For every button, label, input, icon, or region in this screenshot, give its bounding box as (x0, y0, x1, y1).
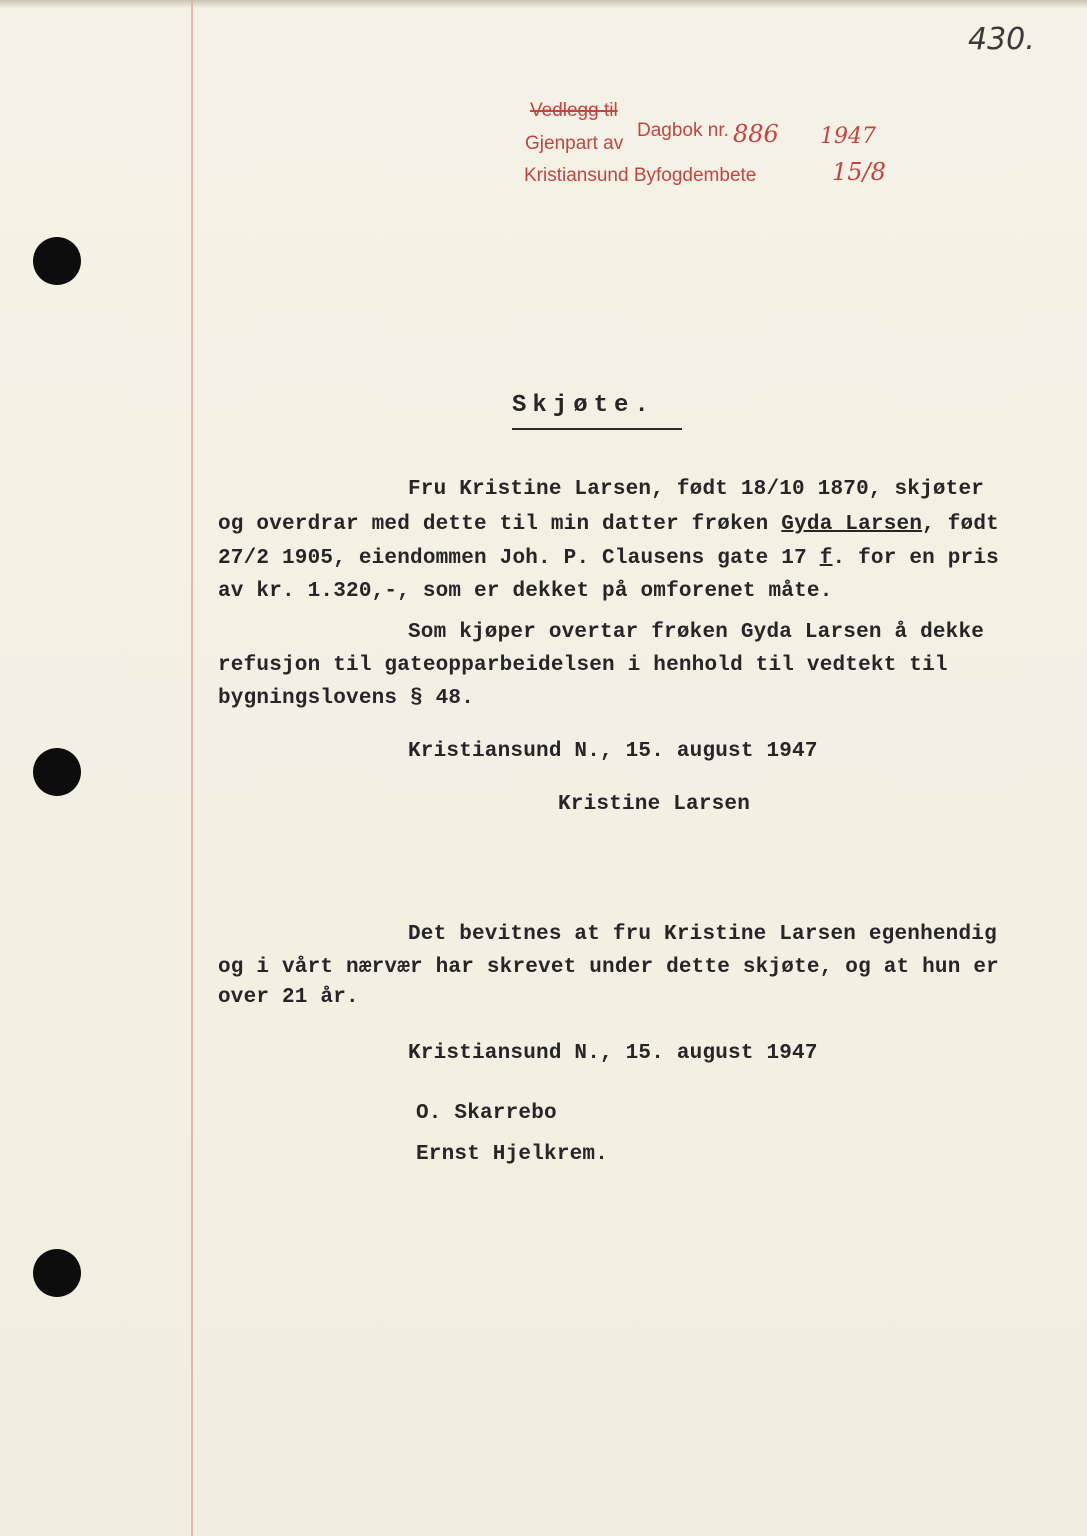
para1-line4: av kr. 1.320,-, som er dekket på omforenet måte. (218, 580, 833, 603)
stamp-year: 1947 (820, 124, 876, 149)
document-title: Skjøte. (512, 392, 655, 419)
underlined-letter: f (819, 547, 833, 570)
punch-hole (33, 237, 81, 285)
document-page: 430. Vedlegg til Gjenpart av Dagbok nr. 886 1947 Kristiansund Byfogdembete 15/8 Skjøte. Fru Kristine Larsen, født 18/10 1870, skjøter og overdrar med dette til min datter frøken Gyda Larsen, født 27/2 1905, eiendommen Joh. P. Clausens gate 17 f. for en pris av kr. 1.320,-, som er dekket på omforenet måte. Som kjøper overtar frøken Gyda Larsen å dekke refusjon til gateopparbeidelsen i henhold til vedtekt til bygningslovens § 48. Kristiansund N., 15. august 1947 Kristine Larsen Det bevitnes at fru Kristine Larsen egenhendig og i vårt nærvær har skrevet under dette skjøte, og at hun er over 21 år. Kristiansund N., 15. august 1947 O. Skarrebo Ernst Hjelkrem. (0, 0, 1087, 1536)
stamp-line-1: Vedlegg til (530, 100, 618, 121)
para3-line3: over 21 år. (218, 986, 359, 1009)
stamp-dagbok-number: 886 (733, 120, 779, 148)
margin-line (191, 0, 193, 1536)
stamp-date-note: 15/8 (832, 158, 886, 186)
stamp-gjenpart: Gjenpart av (525, 133, 624, 154)
stamp-dagbok-label: Dagbok nr. (637, 120, 729, 141)
para3-line2: og i vårt nærvær har skrevet under dette skjøte, og at hun er (218, 956, 999, 979)
punch-hole (33, 748, 81, 796)
title-underline (512, 428, 682, 430)
underlined-name: Gyda Larsen (781, 513, 923, 536)
para1-line2: og overdrar med dette til min datter frøken Gyda Larsen, født (218, 513, 999, 536)
page-top-edge (0, 0, 1087, 8)
stamp-office: Kristiansund Byfogdembete (524, 165, 757, 186)
page-number: 430. (968, 22, 1035, 57)
para2-line2: refusjon til gateopparbeidelsen i henhold til vedtekt til (218, 654, 948, 677)
para2-line3: bygningslovens § 48. (218, 687, 475, 710)
punch-hole (33, 1249, 81, 1297)
para1-line3: 27/2 1905, eiendommen Joh. P. Clausens gate 17 f. for en pris (218, 547, 999, 570)
